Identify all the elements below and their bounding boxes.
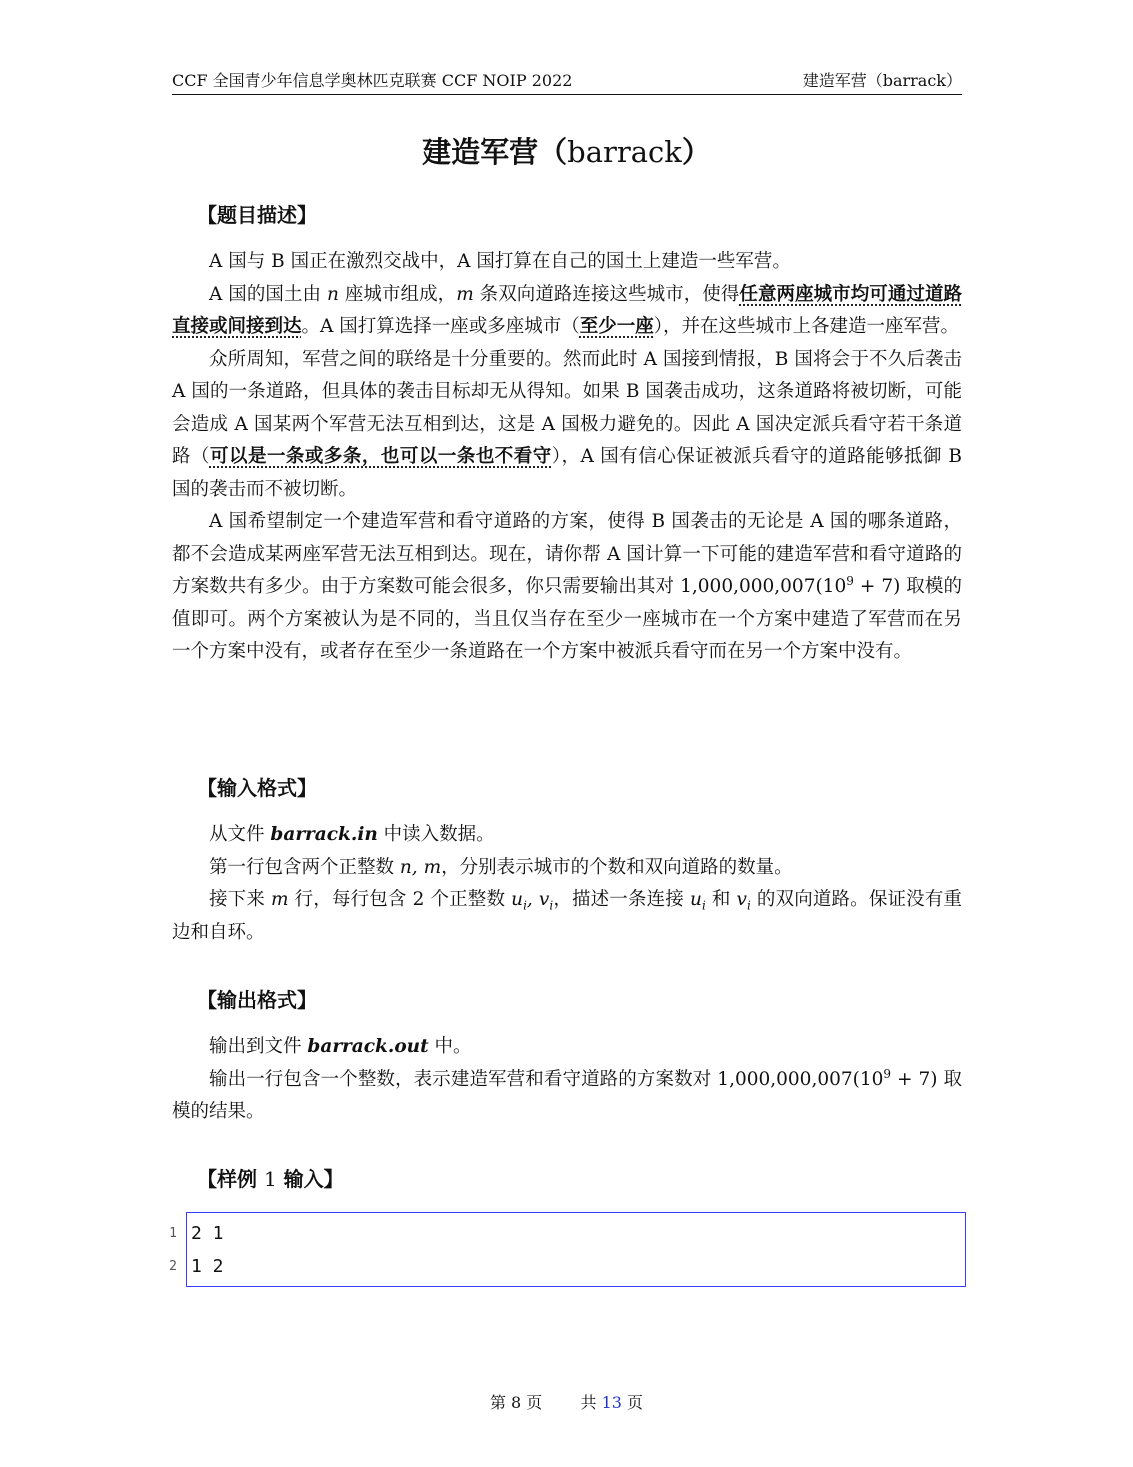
problem-title — [0, 130, 1133, 174]
sample-input-code-block[interactable] — [186, 1212, 966, 1287]
section-input-heading: 【输入格式】 — [197, 776, 317, 800]
section-output-heading: 【输出格式】 — [197, 988, 317, 1012]
description-body — [172, 246, 962, 669]
page-footer — [0, 1390, 1133, 1416]
emphasis-guard-roads: 可以是一条或多条，也可以一条也不看守 — [209, 446, 552, 467]
input-line-3: 接下来 m 行，每行包含 2 个正整数 $u_i$, $v_i$，描述一条连接 $u_i$ 和 $v_i$ 的双向道路。保证没有重边和自环。 — [172, 889, 962, 943]
input-line-1: 从文件 barrack.in 中读入数据。 — [209, 824, 495, 845]
description-paragraph-2: A 国的国土由 n 座城市组成，m 条双向道路连接这些城市，使得任意两座城市均可通过道路直接或间接到达。A 国打算选择一座或多座城市（至少一座），并在这些城市上各建造一座军营。 — [172, 283, 963, 337]
page-number: 第 8 页 — [489, 1393, 543, 1412]
description-paragraph-1: A 国与 B 国正在激烈交战中，A 国打算在自己的国土上建造一些军营。 — [209, 251, 791, 272]
title-zh: 建造军营（ — [422, 135, 568, 169]
code-line-number: 2 — [169, 1259, 177, 1274]
output-line-2: 输出一行包含一个整数，表示建造军营和看守道路的方案数对 $1,000,000,007(10^9 + 7)$ 取模的结果。 — [172, 1066, 963, 1122]
output-filename: barrack.out — [307, 1036, 429, 1057]
page-total: 共 13 页 — [580, 1393, 644, 1412]
title-close: ） — [681, 135, 711, 169]
input-filename: barrack.in — [270, 824, 378, 845]
code-line: 1 2 — [191, 1256, 224, 1277]
emphasis-at-least-one: 至少一座 — [579, 316, 654, 337]
input-format-body — [172, 819, 962, 949]
description-paragraph-3: 众所周知，军营之间的联络是十分重要的。然而此时 A 国接到情报，B 国将会于不久后袭击 A 国的一条道路，但具体的袭击目标却无从得知。如果 B 国袭击成功，这条道路将被切断，可能会造成 A 国某两个军营无法互相到达，这是 A 国极力避免的。因此 A 国决定派兵看守若干条道路（可以是一条或多条，也可以一条也不看守），A 国有信心保证被派兵看守的道路能够抵御 B 国的袭击而不被切断。 — [172, 348, 962, 500]
description-paragraph-4: A 国希望制定一个建造军营和看守道路的方案，使得 B 国袭击的无论是 A 国的哪条道路，都不会造成某两座军营无法互相到达。现在，请你帮 A 国计算一下可能的建造军营和看守道路的方案数共有多少。由于方案数可能会很多，你只需要输出其对 $1,000,000,007(10^9 + 7)$ 取模的值即可。两个方案被认为是不同的，当且仅当存在至少一座城市在一个方案中建造了军营而在另一个方案中没有，或者存在至少一条道路在一个方案中被派兵看守而在另一个方案中没有。 — [172, 511, 963, 662]
header-problem-name: 建造军营（barrack） — [802, 71, 962, 90]
output-line-1: 输出到文件 barrack.out 中。 — [209, 1036, 472, 1057]
section-description-heading: 【题目描述】 — [197, 203, 317, 227]
code-line-number: 1 — [169, 1226, 177, 1241]
header-contest-name: CCF 全国青少年信息学奥林匹克联赛 CCF NOIP 2022 — [172, 71, 573, 90]
emphasis-connectivity: 任意两座城市均可通过道路直接或间接到达 — [172, 283, 963, 337]
page-header — [172, 68, 962, 95]
input-line-2: 第一行包含两个正整数 n, m，分别表示城市的个数和双向道路的数量。 — [209, 856, 793, 878]
code-line: 2 1 — [191, 1223, 224, 1244]
section-sample-input-heading: 【样例 1 输入】 — [197, 1167, 344, 1191]
output-format-body — [172, 1031, 962, 1129]
total-pages-link[interactable]: 13 — [601, 1393, 622, 1412]
title-en: barrack — [567, 135, 682, 169]
